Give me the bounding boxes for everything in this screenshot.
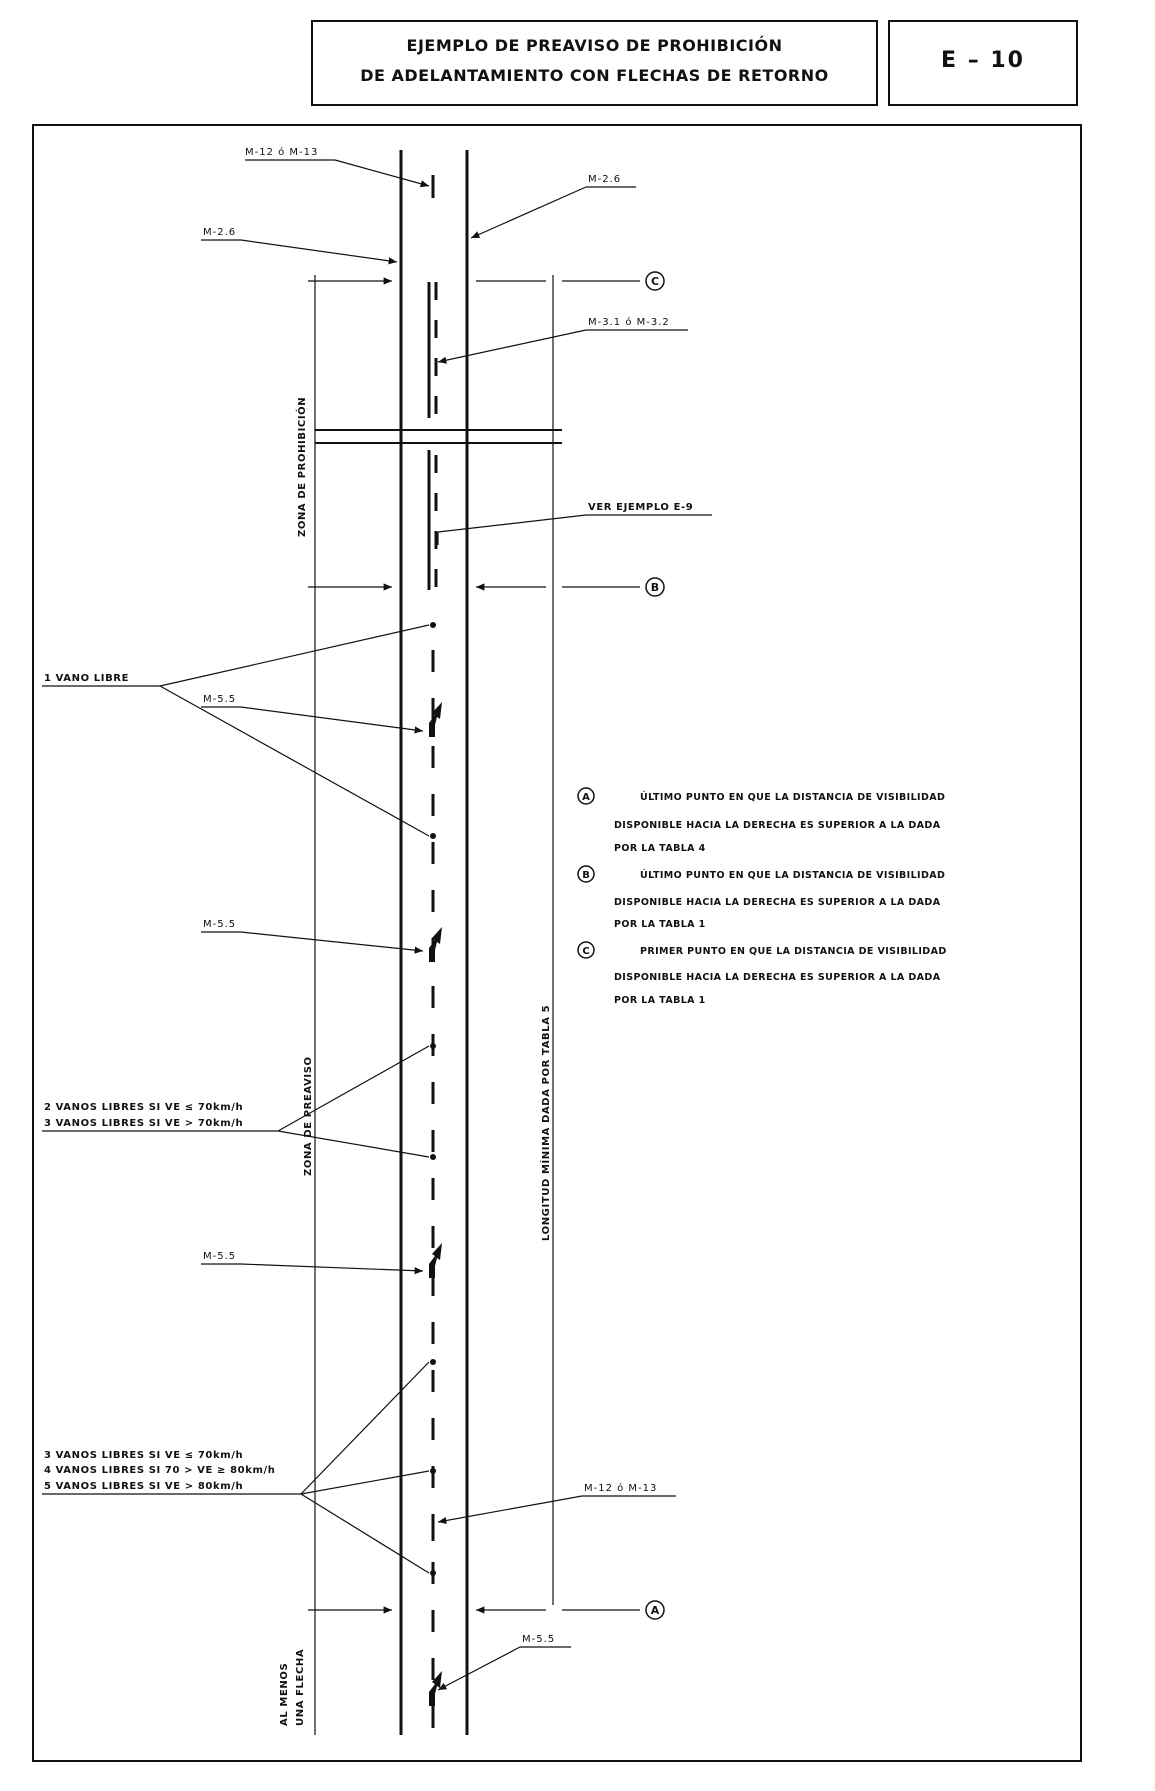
marker-b bbox=[646, 578, 664, 596]
label-vano-1: 1 VANO LIBRE bbox=[44, 673, 130, 684]
legend-a-line-3: POR LA TABLA 4 bbox=[614, 843, 706, 854]
legend-marker-a: A bbox=[582, 792, 590, 803]
label-m26-right: M-2.6 bbox=[588, 174, 622, 185]
label-longitud-minima: LONGITUD MÍNIMA DADA POR TABLA 5 bbox=[541, 1004, 552, 1241]
return-arrow-3 bbox=[429, 1243, 442, 1278]
legend-a-line-2: DISPONIBLE HACIA LA DERECHA ES SUPERIOR A LA DADA bbox=[614, 820, 941, 831]
label-m55-2: M-5.5 bbox=[203, 919, 237, 930]
legend-c-line-1: PRIMER PUNTO EN QUE LA DISTANCIA DE VISIBILIDAD bbox=[640, 946, 947, 957]
legend-c-line-3: POR LA TABLA 1 bbox=[614, 995, 706, 1006]
label-al-menos-1: AL MENOS bbox=[279, 1662, 290, 1726]
center-prohibition-marks bbox=[429, 282, 436, 590]
marker-a-label: A bbox=[650, 1604, 660, 1617]
legend-marker-b: B bbox=[582, 870, 590, 881]
label-vanos-2-line-2: 3 VANOS LIBRES SI VE > 70km/h bbox=[44, 1118, 244, 1129]
label-vanos-3-line-2: 4 VANOS LIBRES SI 70 > VE ≥ 80km/h bbox=[44, 1465, 276, 1476]
label-m26-left: M-2.6 bbox=[203, 227, 237, 238]
label-ver-ejemplo: VER EJEMPLO E-9 bbox=[588, 502, 694, 513]
marker-c bbox=[646, 272, 664, 290]
label-m55-1: M-5.5 bbox=[203, 694, 237, 705]
legend-marker-c: C bbox=[582, 946, 590, 957]
legend-b-line-2: DISPONIBLE HACIA LA DERECHA ES SUPERIOR A LA DADA bbox=[614, 897, 941, 908]
label-m31: M-3.1 ó M-3.2 bbox=[588, 317, 670, 328]
legend bbox=[578, 788, 947, 1006]
label-m12-bottom: M-12 ó M-13 bbox=[584, 1483, 658, 1494]
legend-item-b bbox=[578, 866, 945, 930]
marker-c-label: C bbox=[650, 275, 660, 288]
drawing-code: E – 10 bbox=[941, 48, 1025, 73]
label-m55-4: M-5.5 bbox=[522, 1634, 556, 1645]
title-line-2: DE ADELANTAMIENTO CON FLECHAS DE RETORNO bbox=[360, 66, 829, 85]
legend-b-line-3: POR LA TABLA 1 bbox=[614, 919, 706, 930]
label-vanos-3-line-3: 5 VANOS LIBRES SI VE > 80km/h bbox=[44, 1481, 244, 1492]
label-vanos-2-line-1: 2 VANOS LIBRES SI VE ≤ 70km/h bbox=[44, 1102, 244, 1113]
label-zona-preaviso: ZONA DE PREAVISO bbox=[303, 1056, 314, 1176]
marker-b-label: B bbox=[650, 581, 660, 594]
legend-b-line-1: ÚLTIMO PUNTO EN QUE LA DISTANCIA DE VISIBILIDAD bbox=[640, 870, 946, 881]
label-vanos-3-line-1: 3 VANOS LIBRES SI VE ≤ 70km/h bbox=[44, 1450, 244, 1461]
legend-item-c bbox=[578, 942, 947, 1006]
label-zona-prohibicion: ZONA DE PROHIBICIÓN bbox=[297, 396, 308, 537]
return-arrow-2 bbox=[429, 927, 442, 962]
legend-a-line-1: ÚLTIMO PUNTO EN QUE LA DISTANCIA DE VISIBILIDAD bbox=[640, 792, 946, 803]
label-m55-3: M-5.5 bbox=[203, 1251, 237, 1262]
legend-item-a bbox=[578, 788, 945, 854]
marker-a bbox=[646, 1601, 664, 1619]
legend-c-line-2: DISPONIBLE HACIA LA DERECHA ES SUPERIOR A LA DADA bbox=[614, 972, 941, 983]
label-m12-top: M-12 ó M-13 bbox=[245, 147, 319, 158]
return-arrow-1 bbox=[429, 702, 442, 737]
title-line-1: EJEMPLO DE PREAVISO DE PROHIBICIÓN bbox=[406, 36, 783, 55]
label-al-menos-2: UNA FLECHA bbox=[295, 1648, 306, 1726]
